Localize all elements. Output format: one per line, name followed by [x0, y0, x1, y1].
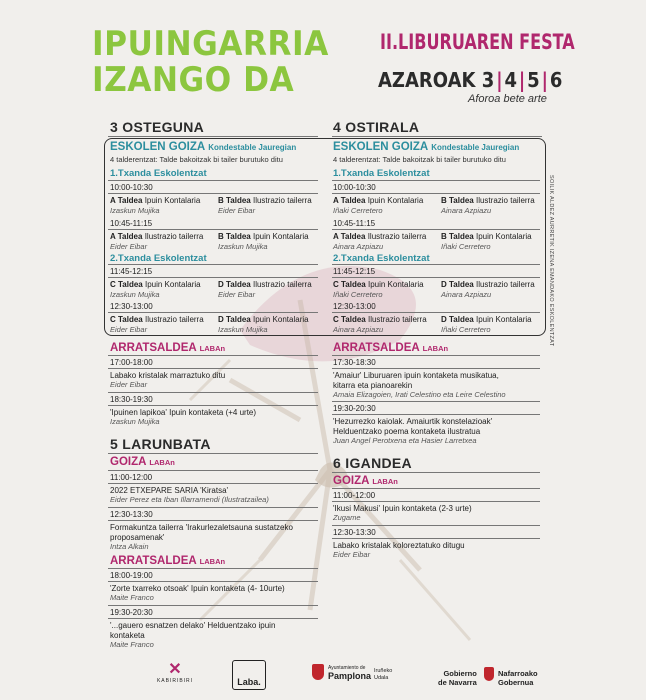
fri-goiza-title: ESKOLEN GOIZA Kondestable Jauregian: [333, 141, 520, 153]
sat-time3: 18:00-19:00: [110, 571, 153, 580]
fri-arr-ev1a: 'Amaiur' Liburuaren ipuin kontaketa musikatua,: [333, 371, 499, 380]
fri-time-2a: 11:45-12:15: [333, 267, 376, 276]
thu-r4-b: D Taldea Ipuin Kontalaria Izaskun Mujika: [218, 315, 309, 334]
fri-arr-ev2a: 'Hezurrezko kaiolak. Amaiurtik konstelazioak': [333, 417, 493, 426]
fri-turn2: 2.Txanda Eskolentzat: [333, 253, 430, 264]
kabiribiri-mark: ✕: [168, 661, 182, 678]
fri-r2-a: A Taldea Ilustrazio tailerra Ainara Azpiazu: [333, 232, 427, 251]
fri-arr-time1: 17:30-18:30: [333, 358, 376, 367]
sat-time1: 11:00-12:00: [110, 473, 153, 482]
day-friday: 4 OSTIRALA: [333, 119, 420, 135]
fri-arr-time2: 19:30-20:30: [333, 404, 376, 413]
sun-time1: 11:00-12:00: [333, 491, 376, 500]
thu-r3-a: C Taldea Ipuin Kontalaria Izaskun Mujika: [110, 280, 201, 299]
sat-time2: 12:30-13:30: [110, 510, 153, 519]
fri-r3-b: D Taldea Ilustrazio tailerra Ainara Azpiazu: [441, 280, 535, 299]
thu-arr-ev2: 'Ipuinen lapikoa' Ipuin kontaketa (+4 urte): [110, 408, 257, 417]
sat-ev4a: '...gauero esnatzen delako' Helduentzako ipuin: [110, 621, 276, 630]
thu-time-1a: 10:00-10:30: [110, 183, 153, 192]
date-4: 4: [504, 68, 517, 92]
fri-r2-b: B Taldea Ipuin Kontalaria Iñaki Cerretero: [441, 232, 532, 251]
fri-time-2b: 12:30-13:00: [333, 302, 376, 311]
fri-arr-p2: Juan Angel Perotxena eta Hasier Larretxea: [333, 436, 477, 445]
navarra-logo-es: Gobierno de Navarra: [438, 669, 477, 687]
thu-arr-time2: 18:30-19:30: [110, 395, 153, 404]
dates-label: AZAROAK: [378, 68, 476, 92]
sun-time2: 12:30-13:30: [333, 528, 376, 537]
sat-p1: Eider Perez eta Iban Illarramendi (Ilustratzailea): [110, 495, 269, 504]
fri-turn1: 1.Txanda Eskolentzat: [333, 168, 430, 179]
fri-goiza-note: 4 talderentzat: Talde bakoitzak bi tailer burutuko ditu: [333, 155, 506, 164]
sat-p3: Maite Franco: [110, 593, 154, 602]
thu-r3-b: D Taldea Ilustrazio tailerra Eider Eibar: [218, 280, 312, 299]
day-saturday: 5 LARUNBATA: [110, 436, 211, 452]
thu-r2-b: B Taldea Ipuin Kontalaria Izaskun Mujika: [218, 232, 309, 251]
thu-arr-time1: 17:00-18:00: [110, 358, 153, 367]
laba-logo: Laba.: [232, 660, 266, 690]
date-6: 6: [549, 68, 563, 92]
sun-p2: Eider Eibar: [333, 550, 371, 559]
sat-goiza-title: GOIZA LABAn: [110, 456, 175, 468]
kabiribiri-logo: ✕ KABIRIBIRI: [140, 662, 210, 684]
sat-p2: Intza Alkain: [110, 542, 149, 551]
sat-p4: Maite Franco: [110, 640, 154, 649]
fri-arr-title: ARRATSALDEA LABAn: [333, 342, 449, 354]
fri-arr-p1: Amaia Elizagoien, Irati Celestino eta Leire Celestino: [333, 390, 506, 399]
thu-time-2b: 12:30-13:00: [110, 302, 153, 311]
festa-title: II.LIBURUAREN FESTA: [380, 30, 575, 54]
title-line-1: IPUINGARRIA: [92, 24, 329, 64]
fri-r3-a: C Taldea Ipuin Kontalaria Iñaki Cerretero: [333, 280, 424, 299]
fri-r4-a: C Taldea Ilustrazio tailerra Ainara Azpiazu: [333, 315, 427, 334]
sat-arr-title: ARRATSALDEA LABAn: [110, 555, 226, 567]
date-3: 3: [481, 68, 495, 92]
pamplona-logo: Ayuntamiento de Pamplona: [328, 665, 372, 681]
thu-goiza-title: ESKOLEN GOIZA Kondestable Jauregian: [110, 141, 297, 153]
fri-arr-ev2b: Helduentzako poema kontaketa ilustratua: [333, 427, 481, 436]
day-sunday: 6 IGANDEA: [333, 455, 412, 471]
sat-ev2b: proposamenak': [110, 533, 165, 542]
irunea-logo: Iruñeko Udala: [374, 668, 393, 681]
sat-ev2a: Formakuntza tailerra 'Irakurlezaletsauna sustatzeko: [110, 523, 293, 532]
pamplona-shield-icon: [312, 664, 324, 680]
thu-r1-a: A Taldea Ipuin Kontalaria Izaskun Mujika: [110, 196, 201, 215]
thu-arr-p1: Eider Eibar: [110, 380, 148, 389]
aforoa-note: Aforoa bete arte: [468, 93, 547, 105]
side-note: SOILIK ALDEZ AURRETIK IZENA EMANDAKO ESKOLENTZAT: [548, 175, 554, 347]
thu-arr-p2: Izaskun Mujika: [110, 417, 160, 426]
thu-goiza-note: 4 talderentzat: Talde bakoitzak bi tailer burutuko ditu: [110, 155, 283, 164]
thu-r4-a: C Taldea Ilustrazio tailerra Eider Eibar: [110, 315, 204, 334]
day-thursday: 3 OSTEGUNA: [110, 119, 205, 135]
sun-ev2: Labako kristalak koloreztatuko ditugu: [333, 541, 465, 550]
sat-ev3: 'Zorte txarreko otsoak' Ipuin kontaketa (4- 10urte): [110, 584, 285, 593]
navarra-shield-icon: [484, 667, 494, 681]
fri-r1-a: A Taldea Ipuin Kontalaria Iñaki Cerretero: [333, 196, 424, 215]
fri-r1-b: B Taldea Ilustrazio tailerra Ainara Azpiazu: [441, 196, 535, 215]
thu-arr-ev1: Labako kristalak marraztuko ditu: [110, 371, 226, 380]
sun-p1: Zugame: [333, 513, 361, 522]
sun-goiza-title: GOIZA LABAn: [333, 475, 398, 487]
fri-arr-ev1b: kitarra eta pianoarekin: [333, 381, 413, 390]
thu-arr-title: ARRATSALDEA LABAn: [110, 342, 226, 354]
navarra-logo-eu: Nafarroako Gobernua: [498, 669, 538, 687]
date-5: 5: [527, 68, 540, 92]
thu-turn2: 2.Txanda Eskolentzat: [110, 253, 207, 264]
sat-ev1: 2022 ETXEPARE SARIA 'Kiratsa': [110, 486, 229, 495]
sun-ev1: 'Ikusi Makusi' Ipuin kontaketa (2-3 urte): [333, 504, 472, 513]
fri-r4-b: D Taldea Ipuin Kontalaria Iñaki Cerretero: [441, 315, 532, 334]
thu-time-1b: 10:45-11:15: [110, 219, 153, 228]
thu-time-2a: 11:45-12:15: [110, 267, 153, 276]
dates-line: AZAROAK 3|4|5|6: [378, 68, 563, 92]
fri-time-1a: 10:00-10:30: [333, 183, 376, 192]
thu-r2-a: A Taldea Ilustrazio tailerra Eider Eibar: [110, 232, 204, 251]
fri-time-1b: 10:45-11:15: [333, 219, 376, 228]
sat-time4: 19:30-20:30: [110, 608, 153, 617]
thu-turn1: 1.Txanda Eskolentzat: [110, 168, 207, 179]
sat-ev4b: kontaketa: [110, 631, 145, 640]
thu-r1-b: B Taldea Ilustrazio tailerra Eider Eibar: [218, 196, 312, 215]
title-line-2: IZANGO DA: [92, 60, 295, 100]
